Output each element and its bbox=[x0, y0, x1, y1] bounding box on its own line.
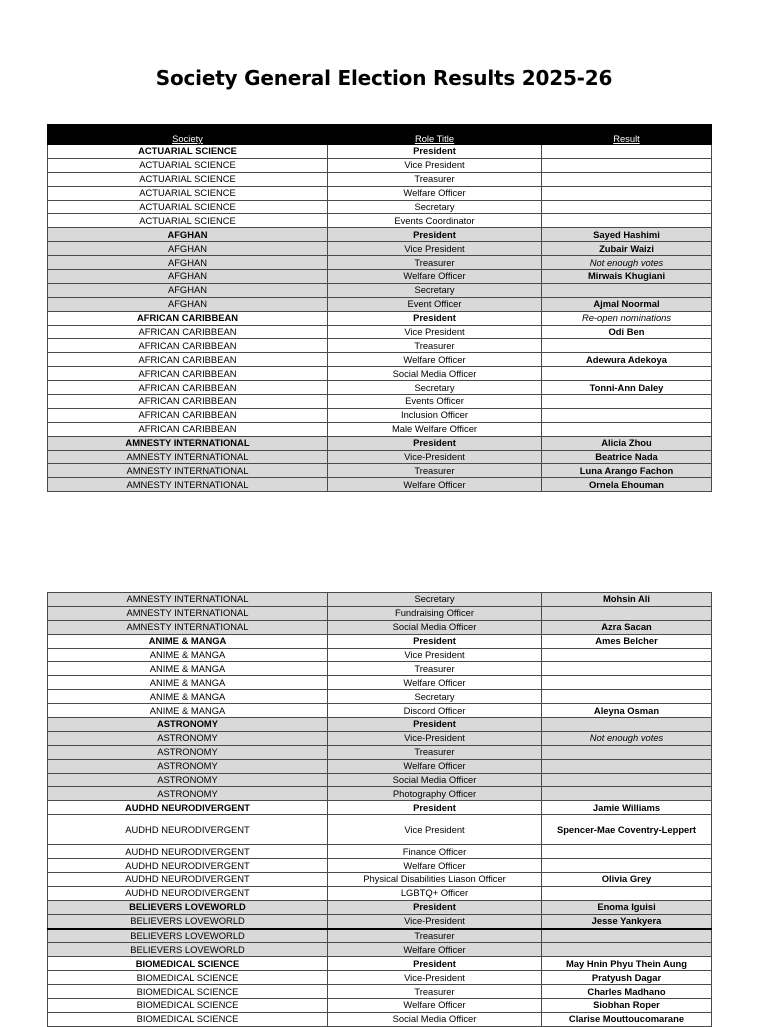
role-cell: Treasurer bbox=[328, 985, 542, 999]
table-row bbox=[48, 256, 712, 270]
table-row bbox=[48, 801, 712, 815]
result-cell: Mohsin Ali bbox=[542, 593, 712, 607]
result-cell bbox=[542, 759, 712, 773]
table-row bbox=[48, 873, 712, 887]
role-cell: Vice President bbox=[328, 158, 542, 172]
table-row bbox=[48, 900, 712, 914]
society-cell: AUDHD NEURODIVERGENT bbox=[48, 873, 328, 887]
table-row bbox=[48, 450, 712, 464]
result-cell bbox=[542, 773, 712, 787]
role-cell: Treasurer bbox=[328, 929, 542, 943]
society-cell: AMNESTY INTERNATIONAL bbox=[48, 593, 328, 607]
society-cell: AFRICAN CARIBBEAN bbox=[48, 339, 328, 353]
society-cell: BELIEVERS LOVEWORLD bbox=[48, 929, 328, 943]
role-cell: Welfare Officer bbox=[328, 186, 542, 200]
table-row bbox=[48, 606, 712, 620]
result-cell bbox=[542, 158, 712, 172]
table-row bbox=[48, 395, 712, 409]
page-title: Society General Election Results 2025-26 bbox=[155, 66, 613, 90]
result-cell: Zubair Waizi bbox=[542, 242, 712, 256]
table-row bbox=[48, 311, 712, 325]
table-row bbox=[48, 676, 712, 690]
society-cell: AMNESTY INTERNATIONAL bbox=[48, 464, 328, 478]
society-cell: ASTRONOMY bbox=[48, 773, 328, 787]
society-cell: AFGHAN bbox=[48, 256, 328, 270]
table-row bbox=[48, 381, 712, 395]
result-cell: Pratyush Dagar bbox=[542, 971, 712, 985]
society-cell: BIOMEDICAL SCIENCE bbox=[48, 1012, 328, 1026]
result-cell: Jamie Williams bbox=[542, 801, 712, 815]
result-cell bbox=[542, 606, 712, 620]
society-cell: AFRICAN CARIBBEAN bbox=[48, 353, 328, 367]
role-cell: President bbox=[328, 718, 542, 732]
result-cell bbox=[542, 648, 712, 662]
society-cell: AUDHD NEURODIVERGENT bbox=[48, 859, 328, 873]
table-row bbox=[48, 436, 712, 450]
table-row bbox=[48, 228, 712, 242]
table-row bbox=[48, 759, 712, 773]
result-cell: Luna Arango Fachon bbox=[542, 464, 712, 478]
table-row bbox=[48, 200, 712, 214]
role-cell: Treasurer bbox=[328, 172, 542, 186]
result-cell: Ornela Ehouman bbox=[542, 478, 712, 492]
result-cell: Ames Belcher bbox=[542, 634, 712, 648]
result-cell bbox=[542, 214, 712, 228]
result-cell bbox=[542, 422, 712, 436]
role-cell: Vice-President bbox=[328, 971, 542, 985]
table-row bbox=[48, 745, 712, 759]
role-cell: Photography Officer bbox=[328, 787, 542, 801]
role-cell: Finance Officer bbox=[328, 845, 542, 859]
society-cell: AUDHD NEURODIVERGENT bbox=[48, 845, 328, 859]
table-row bbox=[48, 408, 712, 422]
role-cell: Social Media Officer bbox=[328, 773, 542, 787]
society-cell: BELIEVERS LOVEWORLD bbox=[48, 914, 328, 928]
society-cell: ANIME & MANGA bbox=[48, 704, 328, 718]
society-cell: AFRICAN CARIBBEAN bbox=[48, 381, 328, 395]
result-cell: Sayed Hashimi bbox=[542, 228, 712, 242]
result-cell bbox=[542, 662, 712, 676]
society-cell: ACTUARIAL SCIENCE bbox=[48, 172, 328, 186]
society-cell: ASTRONOMY bbox=[48, 745, 328, 759]
society-cell: AFRICAN CARIBBEAN bbox=[48, 408, 328, 422]
result-cell bbox=[542, 145, 712, 159]
society-cell: ACTUARIAL SCIENCE bbox=[48, 158, 328, 172]
result-cell bbox=[542, 745, 712, 759]
result-cell: Adewura Adekoya bbox=[542, 353, 712, 367]
role-cell: Welfare Officer bbox=[328, 478, 542, 492]
result-cell: Jesse Yankyera bbox=[542, 914, 712, 928]
society-cell: AFGHAN bbox=[48, 242, 328, 256]
result-cell bbox=[542, 787, 712, 801]
society-cell: ASTRONOMY bbox=[48, 759, 328, 773]
table-row bbox=[48, 662, 712, 676]
role-column-header: Role Title bbox=[328, 125, 542, 145]
result-cell: Not enough votes bbox=[542, 731, 712, 745]
table-row bbox=[48, 422, 712, 436]
role-cell: Secretary bbox=[328, 593, 542, 607]
role-cell: Welfare Officer bbox=[328, 943, 542, 957]
role-cell: Events Coordinator bbox=[328, 214, 542, 228]
table-row bbox=[48, 478, 712, 492]
table-row bbox=[48, 270, 712, 284]
table-row bbox=[48, 620, 712, 634]
society-cell: AUDHD NEURODIVERGENT bbox=[48, 801, 328, 815]
table-row bbox=[48, 283, 712, 297]
result-cell bbox=[542, 283, 712, 297]
table-row bbox=[48, 929, 712, 943]
role-cell: Vice-President bbox=[328, 914, 542, 928]
society-cell: BIOMEDICAL SCIENCE bbox=[48, 957, 328, 971]
role-cell: Treasurer bbox=[328, 464, 542, 478]
role-cell: Secretary bbox=[328, 283, 542, 297]
society-cell: ACTUARIAL SCIENCE bbox=[48, 200, 328, 214]
table-row bbox=[48, 886, 712, 900]
table-row bbox=[48, 172, 712, 186]
result-cell bbox=[542, 186, 712, 200]
table-row bbox=[48, 845, 712, 859]
result-cell bbox=[542, 676, 712, 690]
society-cell: BIOMEDICAL SCIENCE bbox=[48, 999, 328, 1013]
result-cell bbox=[542, 408, 712, 422]
society-cell: AMNESTY INTERNATIONAL bbox=[48, 478, 328, 492]
society-cell: AFRICAN CARIBBEAN bbox=[48, 367, 328, 381]
role-cell: Fundraising Officer bbox=[328, 606, 542, 620]
role-cell: President bbox=[328, 957, 542, 971]
role-cell: Treasurer bbox=[328, 662, 542, 676]
society-cell: ANIME & MANGA bbox=[48, 634, 328, 648]
table-row bbox=[48, 985, 712, 999]
society-cell: ACTUARIAL SCIENCE bbox=[48, 145, 328, 159]
result-cell: Siobhan Roper bbox=[542, 999, 712, 1013]
table-row bbox=[48, 367, 712, 381]
table-row bbox=[48, 339, 712, 353]
result-cell: Odi Ben bbox=[542, 325, 712, 339]
society-cell: ACTUARIAL SCIENCE bbox=[48, 186, 328, 200]
society-cell: AFGHAN bbox=[48, 228, 328, 242]
role-cell: Vice-President bbox=[328, 450, 542, 464]
result-cell: Azra Sacan bbox=[542, 620, 712, 634]
results-table-2 bbox=[47, 592, 712, 1027]
table-row bbox=[48, 297, 712, 311]
table-row bbox=[48, 1012, 712, 1026]
role-cell: President bbox=[328, 145, 542, 159]
result-cell: Beatrice Nada bbox=[542, 450, 712, 464]
society-cell: AFRICAN CARIBBEAN bbox=[48, 325, 328, 339]
role-cell: President bbox=[328, 228, 542, 242]
society-cell: AFGHAN bbox=[48, 297, 328, 311]
role-cell: LGBTQ+ Officer bbox=[328, 886, 542, 900]
result-cell bbox=[542, 200, 712, 214]
result-column-header: Result bbox=[542, 125, 712, 145]
role-cell: Inclusion Officer bbox=[328, 408, 542, 422]
result-cell bbox=[542, 172, 712, 186]
role-cell: President bbox=[328, 634, 542, 648]
role-cell: Treasurer bbox=[328, 339, 542, 353]
role-cell: Physical Disabilities Liason Officer bbox=[328, 873, 542, 887]
society-cell: AFGHAN bbox=[48, 270, 328, 284]
role-cell: Treasurer bbox=[328, 256, 542, 270]
society-cell: ANIME & MANGA bbox=[48, 690, 328, 704]
role-cell: Welfare Officer bbox=[328, 999, 542, 1013]
society-cell: ACTUARIAL SCIENCE bbox=[48, 214, 328, 228]
role-cell: Vice-President bbox=[328, 731, 542, 745]
society-cell: AUDHD NEURODIVERGENT bbox=[48, 815, 328, 845]
result-cell bbox=[542, 845, 712, 859]
society-cell: AMNESTY INTERNATIONAL bbox=[48, 450, 328, 464]
table-row bbox=[48, 353, 712, 367]
role-cell: Vice President bbox=[328, 648, 542, 662]
table-row bbox=[48, 971, 712, 985]
table-row bbox=[48, 648, 712, 662]
society-column-header: Society bbox=[48, 125, 328, 145]
role-cell: Secretary bbox=[328, 381, 542, 395]
table-row bbox=[48, 464, 712, 478]
result-cell: Mirwais Khugiani bbox=[542, 270, 712, 284]
society-cell: ANIME & MANGA bbox=[48, 676, 328, 690]
society-cell: AMNESTY INTERNATIONAL bbox=[48, 606, 328, 620]
role-cell: Events Officer bbox=[328, 395, 542, 409]
society-cell: ASTRONOMY bbox=[48, 718, 328, 732]
result-cell bbox=[542, 339, 712, 353]
role-cell: Welfare Officer bbox=[328, 859, 542, 873]
table-row bbox=[48, 731, 712, 745]
result-cell: Spencer-Mae Coventry-Leppert bbox=[542, 815, 712, 845]
result-cell: Aleyna Osman bbox=[542, 704, 712, 718]
result-cell bbox=[542, 718, 712, 732]
society-cell: AUDHD NEURODIVERGENT bbox=[48, 886, 328, 900]
table-row bbox=[48, 593, 712, 607]
society-cell: ANIME & MANGA bbox=[48, 662, 328, 676]
table-row bbox=[48, 859, 712, 873]
table-row bbox=[48, 957, 712, 971]
society-cell: ANIME & MANGA bbox=[48, 648, 328, 662]
society-cell: AFGHAN bbox=[48, 283, 328, 297]
role-cell: President bbox=[328, 436, 542, 450]
result-cell: Clarise Mouttoucomarane bbox=[542, 1012, 712, 1026]
result-cell bbox=[542, 929, 712, 943]
society-cell: AFRICAN CARIBBEAN bbox=[48, 395, 328, 409]
result-cell: Not enough votes bbox=[542, 256, 712, 270]
society-cell: BIOMEDICAL SCIENCE bbox=[48, 985, 328, 999]
table-row bbox=[48, 325, 712, 339]
role-cell: Welfare Officer bbox=[328, 759, 542, 773]
society-cell: ASTRONOMY bbox=[48, 731, 328, 745]
role-cell: Discord Officer bbox=[328, 704, 542, 718]
table-row bbox=[48, 158, 712, 172]
society-cell: BELIEVERS LOVEWORLD bbox=[48, 943, 328, 957]
result-cell: Olivia Grey bbox=[542, 873, 712, 887]
table-row bbox=[48, 787, 712, 801]
role-cell: Vice President bbox=[328, 815, 542, 845]
table-row bbox=[48, 914, 712, 928]
role-cell: Social Media Officer bbox=[328, 367, 542, 381]
role-cell: Vice President bbox=[328, 325, 542, 339]
society-cell: BIOMEDICAL SCIENCE bbox=[48, 971, 328, 985]
result-cell: Ajmal Noormal bbox=[542, 297, 712, 311]
table-row bbox=[48, 145, 712, 159]
table-row bbox=[48, 242, 712, 256]
table-row bbox=[48, 704, 712, 718]
table-row bbox=[48, 690, 712, 704]
society-cell: AMNESTY INTERNATIONAL bbox=[48, 620, 328, 634]
role-cell: Welfare Officer bbox=[328, 270, 542, 284]
table-row bbox=[48, 943, 712, 957]
table-row bbox=[48, 999, 712, 1013]
role-cell: Treasurer bbox=[328, 745, 542, 759]
society-cell: AFRICAN CARIBBEAN bbox=[48, 422, 328, 436]
result-cell bbox=[542, 943, 712, 957]
role-cell: President bbox=[328, 801, 542, 815]
table-row bbox=[48, 718, 712, 732]
result-cell: Alicia Zhou bbox=[542, 436, 712, 450]
role-cell: Social Media Officer bbox=[328, 1012, 542, 1026]
role-cell: Male Welfare Officer bbox=[328, 422, 542, 436]
role-cell: President bbox=[328, 900, 542, 914]
result-cell bbox=[542, 395, 712, 409]
result-cell bbox=[542, 690, 712, 704]
result-cell bbox=[542, 367, 712, 381]
table-header-row bbox=[48, 125, 712, 145]
result-cell: May Hnin Phyu Thein Aung bbox=[542, 957, 712, 971]
result-cell: Tonni-Ann Daley bbox=[542, 381, 712, 395]
society-cell: AFRICAN CARIBBEAN bbox=[48, 311, 328, 325]
role-cell: Social Media Officer bbox=[328, 620, 542, 634]
table-row bbox=[48, 186, 712, 200]
society-cell: AMNESTY INTERNATIONAL bbox=[48, 436, 328, 450]
society-cell: BELIEVERS LOVEWORLD bbox=[48, 900, 328, 914]
result-cell bbox=[542, 886, 712, 900]
result-cell: Enoma Iguisi bbox=[542, 900, 712, 914]
role-cell: President bbox=[328, 311, 542, 325]
table-row bbox=[48, 634, 712, 648]
table-row bbox=[48, 773, 712, 787]
role-cell: Welfare Officer bbox=[328, 353, 542, 367]
result-cell: Re-open nominations bbox=[542, 311, 712, 325]
role-cell: Event Officer bbox=[328, 297, 542, 311]
result-cell bbox=[542, 859, 712, 873]
table-row bbox=[48, 214, 712, 228]
role-cell: Secretary bbox=[328, 200, 542, 214]
result-cell: Charles Madhano bbox=[542, 985, 712, 999]
table-row bbox=[48, 815, 712, 845]
role-cell: Vice President bbox=[328, 242, 542, 256]
results-table-1 bbox=[47, 124, 712, 492]
society-cell: ASTRONOMY bbox=[48, 787, 328, 801]
role-cell: Secretary bbox=[328, 690, 542, 704]
role-cell: Welfare Officer bbox=[328, 676, 542, 690]
